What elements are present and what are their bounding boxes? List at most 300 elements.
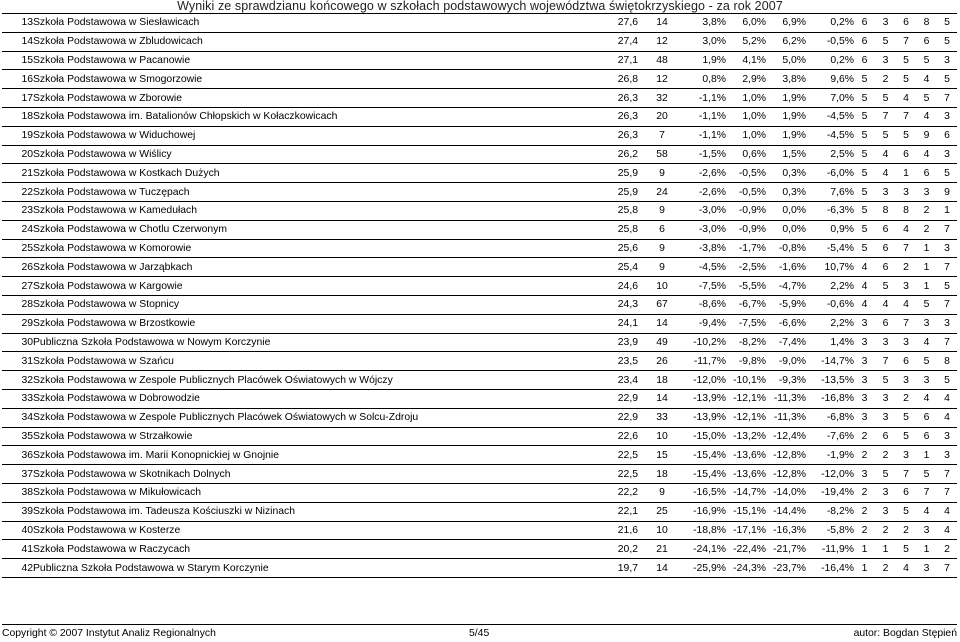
deviation-province-cell: 0,8% xyxy=(686,70,726,89)
table-row xyxy=(2,32,957,51)
stanine-5-cell: 3 xyxy=(937,446,957,465)
stanine-3-cell: 7 xyxy=(896,314,916,333)
deviation-county-cell: 1,0% xyxy=(726,89,766,108)
deviation-province-cell: -15,4% xyxy=(686,465,726,484)
stanine-5-cell: 5 xyxy=(937,14,957,32)
deviation-province-cell: -7,5% xyxy=(686,277,726,296)
stanine-2-cell: 5 xyxy=(875,89,896,108)
deviation-province-cell: -1,1% xyxy=(686,126,726,145)
stanine-1-cell: 5 xyxy=(854,201,875,220)
deviation-county-cell: -14,7% xyxy=(726,483,766,502)
stanine-5-cell: 5 xyxy=(937,371,957,390)
stanine-3-cell: 2 xyxy=(896,389,916,408)
deviation-province-cell: -3,8% xyxy=(686,239,726,258)
stanine-1-cell: 5 xyxy=(854,145,875,164)
change-from-previous-year-cell: -5,8% xyxy=(806,521,854,540)
row-number-cell: 15 xyxy=(2,51,33,70)
change-from-previous-year-cell: 0,2% xyxy=(806,14,854,32)
mean-score-cell: 27,6 xyxy=(600,14,638,32)
school-name-cell: Szkoła Podstawowa w Kostkach Dużych xyxy=(33,164,600,183)
deviation-province-cell: -24,1% xyxy=(686,540,726,559)
deviation-commune-cell: -4,7% xyxy=(766,277,806,296)
table-row xyxy=(2,277,957,296)
deviation-county-cell: -10,1% xyxy=(726,371,766,390)
row-number-cell: 21 xyxy=(2,164,33,183)
change-from-previous-year-cell: 0,2% xyxy=(806,51,854,70)
deviation-province-cell: -3,0% xyxy=(686,220,726,239)
table-row xyxy=(2,220,957,239)
deviation-province-cell: -8,6% xyxy=(686,295,726,314)
row-number-cell: 19 xyxy=(2,126,33,145)
stanine-2-cell: 3 xyxy=(875,51,896,70)
table-row xyxy=(2,295,957,314)
school-name-cell: Szkoła Podstawowa w Tuczępach xyxy=(33,183,600,202)
stanine-5-cell: 4 xyxy=(937,521,957,540)
deviation-county-cell: -0,9% xyxy=(726,220,766,239)
row-number-cell: 33 xyxy=(2,389,33,408)
stanine-1-cell: 5 xyxy=(854,220,875,239)
student-count-cell: 7 xyxy=(638,126,686,145)
stanine-1-cell: 2 xyxy=(854,502,875,521)
mean-score-cell: 26,3 xyxy=(600,107,638,126)
deviation-commune-cell: -11,3% xyxy=(766,389,806,408)
stanine-5-cell: 7 xyxy=(937,89,957,108)
school-name-cell: Szkoła Podstawowa w Wiślicy xyxy=(33,145,600,164)
table-row xyxy=(2,145,957,164)
stanine-4-cell: 1 xyxy=(916,540,937,559)
stanine-1-cell: 3 xyxy=(854,333,875,352)
stanine-5-cell: 3 xyxy=(937,51,957,70)
stanine-3-cell: 6 xyxy=(896,14,916,32)
stanine-2-cell: 3 xyxy=(875,502,896,521)
deviation-commune-cell: 1,9% xyxy=(766,89,806,108)
deviation-county-cell: -9,8% xyxy=(726,352,766,371)
mean-score-cell: 25,4 xyxy=(600,258,638,277)
mean-score-cell: 26,2 xyxy=(600,145,638,164)
change-from-previous-year-cell: 10,7% xyxy=(806,258,854,277)
deviation-province-cell: -15,4% xyxy=(686,446,726,465)
deviation-commune-cell: 1,5% xyxy=(766,145,806,164)
student-count-cell: 9 xyxy=(638,258,686,277)
change-from-previous-year-cell: 2,2% xyxy=(806,314,854,333)
change-from-previous-year-cell: -4,5% xyxy=(806,126,854,145)
student-count-cell: 58 xyxy=(638,145,686,164)
change-from-previous-year-cell: 1,4% xyxy=(806,333,854,352)
school-name-cell: Szkoła Podstawowa w Zbludowicach xyxy=(33,32,600,51)
stanine-1-cell: 2 xyxy=(854,521,875,540)
table-row xyxy=(2,352,957,371)
stanine-3-cell: 5 xyxy=(896,51,916,70)
mean-score-cell: 25,8 xyxy=(600,220,638,239)
change-from-previous-year-cell: -12,0% xyxy=(806,465,854,484)
student-count-cell: 18 xyxy=(638,465,686,484)
stanine-1-cell: 2 xyxy=(854,427,875,446)
stanine-3-cell: 7 xyxy=(896,107,916,126)
deviation-county-cell: -17,1% xyxy=(726,521,766,540)
stanine-5-cell: 3 xyxy=(937,107,957,126)
table-row xyxy=(2,521,957,540)
stanine-2-cell: 3 xyxy=(875,183,896,202)
deviation-province-cell: -15,0% xyxy=(686,427,726,446)
mean-score-cell: 26,3 xyxy=(600,89,638,108)
deviation-county-cell: 2,9% xyxy=(726,70,766,89)
row-number-cell: 27 xyxy=(2,277,33,296)
school-name-cell: Szkoła Podstawowa w Zespole Publicznych Placówek Oświatowych w Wójczy xyxy=(33,371,600,390)
table-row xyxy=(2,465,957,484)
school-name-cell: Publiczna Szkoła Podstawowa w Nowym Korczynie xyxy=(33,333,600,352)
stanine-3-cell: 5 xyxy=(896,408,916,427)
stanine-4-cell: 5 xyxy=(916,465,937,484)
student-count-cell: 14 xyxy=(638,559,686,578)
deviation-county-cell: -0,9% xyxy=(726,201,766,220)
stanine-2-cell: 5 xyxy=(875,126,896,145)
school-name-cell: Szkoła Podstawowa im. Tadeusza Kościuszki w Nizinach xyxy=(33,502,600,521)
school-name-cell: Szkoła Podstawowa w Mikułowicach xyxy=(33,483,600,502)
stanine-3-cell: 2 xyxy=(896,521,916,540)
table-row xyxy=(2,126,957,145)
deviation-province-cell: -1,5% xyxy=(686,145,726,164)
student-count-cell: 25 xyxy=(638,502,686,521)
row-number-cell: 31 xyxy=(2,352,33,371)
stanine-1-cell: 4 xyxy=(854,258,875,277)
stanine-3-cell: 7 xyxy=(896,32,916,51)
deviation-province-cell: -2,6% xyxy=(686,183,726,202)
change-from-previous-year-cell: -6,8% xyxy=(806,408,854,427)
student-count-cell: 10 xyxy=(638,521,686,540)
row-number-cell: 24 xyxy=(2,220,33,239)
stanine-2-cell: 8 xyxy=(875,201,896,220)
deviation-province-cell: -25,9% xyxy=(686,559,726,578)
change-from-previous-year-cell: -16,4% xyxy=(806,559,854,578)
mean-score-cell: 25,9 xyxy=(600,183,638,202)
stanine-5-cell: 7 xyxy=(937,465,957,484)
change-from-previous-year-cell: -8,2% xyxy=(806,502,854,521)
deviation-commune-cell: -14,0% xyxy=(766,483,806,502)
stanine-4-cell: 6 xyxy=(916,408,937,427)
deviation-commune-cell: 0,3% xyxy=(766,164,806,183)
stanine-3-cell: 6 xyxy=(896,352,916,371)
mean-score-cell: 22,9 xyxy=(600,408,638,427)
deviation-commune-cell: -1,6% xyxy=(766,258,806,277)
table-row xyxy=(2,446,957,465)
mean-score-cell: 27,4 xyxy=(600,32,638,51)
stanine-2-cell: 2 xyxy=(875,521,896,540)
school-name-cell: Szkoła Podstawowa w Zespole Publicznych Placówek Oświatowych w Solcu-Zdroju xyxy=(33,408,600,427)
stanine-1-cell: 5 xyxy=(854,126,875,145)
student-count-cell: 9 xyxy=(638,201,686,220)
stanine-1-cell: 3 xyxy=(854,352,875,371)
stanine-1-cell: 6 xyxy=(854,51,875,70)
school-name-cell: Szkoła Podstawowa w Smogorzowie xyxy=(33,70,600,89)
student-count-cell: 20 xyxy=(638,107,686,126)
stanine-1-cell: 4 xyxy=(854,295,875,314)
stanine-2-cell: 3 xyxy=(875,408,896,427)
school-name-cell: Szkoła Podstawowa w Chotlu Czerwonym xyxy=(33,220,600,239)
change-from-previous-year-cell: -0,6% xyxy=(806,295,854,314)
footer-divider xyxy=(2,624,957,625)
row-number-cell: 18 xyxy=(2,107,33,126)
stanine-5-cell: 3 xyxy=(937,314,957,333)
stanine-2-cell: 2 xyxy=(875,446,896,465)
stanine-1-cell: 1 xyxy=(854,540,875,559)
stanine-1-cell: 3 xyxy=(854,371,875,390)
change-from-previous-year-cell: -13,5% xyxy=(806,371,854,390)
school-name-cell: Publiczna Szkoła Podstawowa w Starym Korczynie xyxy=(33,559,600,578)
table-body xyxy=(2,14,957,577)
deviation-commune-cell: 1,9% xyxy=(766,107,806,126)
deviation-province-cell: -3,0% xyxy=(686,201,726,220)
mean-score-cell: 25,9 xyxy=(600,164,638,183)
stanine-5-cell: 7 xyxy=(937,333,957,352)
results-table xyxy=(2,14,957,578)
deviation-county-cell: -13,6% xyxy=(726,446,766,465)
deviation-county-cell: -15,1% xyxy=(726,502,766,521)
stanine-2-cell: 6 xyxy=(875,314,896,333)
deviation-county-cell: -5,5% xyxy=(726,277,766,296)
mean-score-cell: 25,8 xyxy=(600,201,638,220)
stanine-1-cell: 3 xyxy=(854,465,875,484)
stanine-2-cell: 3 xyxy=(875,333,896,352)
row-number-cell: 28 xyxy=(2,295,33,314)
mean-score-cell: 24,3 xyxy=(600,295,638,314)
student-count-cell: 21 xyxy=(638,540,686,559)
stanine-5-cell: 5 xyxy=(937,32,957,51)
stanine-4-cell: 7 xyxy=(916,483,937,502)
stanine-3-cell: 3 xyxy=(896,446,916,465)
table-row xyxy=(2,371,957,390)
table-row xyxy=(2,483,957,502)
stanine-5-cell: 4 xyxy=(937,408,957,427)
stanine-2-cell: 6 xyxy=(875,258,896,277)
stanine-1-cell: 5 xyxy=(854,107,875,126)
stanine-1-cell: 2 xyxy=(854,483,875,502)
row-number-cell: 16 xyxy=(2,70,33,89)
table-row xyxy=(2,314,957,333)
stanine-1-cell: 5 xyxy=(854,164,875,183)
stanine-3-cell: 5 xyxy=(896,502,916,521)
stanine-4-cell: 4 xyxy=(916,145,937,164)
row-number-cell: 14 xyxy=(2,32,33,51)
stanine-3-cell: 5 xyxy=(896,540,916,559)
stanine-5-cell: 4 xyxy=(937,502,957,521)
deviation-province-cell: 3,0% xyxy=(686,32,726,51)
stanine-4-cell: 3 xyxy=(916,314,937,333)
stanine-3-cell: 5 xyxy=(896,126,916,145)
deviation-county-cell: -24,3% xyxy=(726,559,766,578)
deviation-commune-cell: 6,2% xyxy=(766,32,806,51)
student-count-cell: 24 xyxy=(638,183,686,202)
student-count-cell: 14 xyxy=(638,389,686,408)
change-from-previous-year-cell: 9,6% xyxy=(806,70,854,89)
table-row xyxy=(2,408,957,427)
stanine-4-cell: 3 xyxy=(916,371,937,390)
stanine-3-cell: 7 xyxy=(896,239,916,258)
stanine-3-cell: 6 xyxy=(896,483,916,502)
row-number-cell: 42 xyxy=(2,559,33,578)
change-from-previous-year-cell: -11,9% xyxy=(806,540,854,559)
deviation-commune-cell: -5,9% xyxy=(766,295,806,314)
deviation-commune-cell: -16,3% xyxy=(766,521,806,540)
table-row xyxy=(2,239,957,258)
school-name-cell: Szkoła Podstawowa w Kamedułach xyxy=(33,201,600,220)
stanine-4-cell: 4 xyxy=(916,107,937,126)
mean-score-cell: 27,1 xyxy=(600,51,638,70)
stanine-2-cell: 7 xyxy=(875,107,896,126)
change-from-previous-year-cell: -6,0% xyxy=(806,164,854,183)
school-name-cell: Szkoła Podstawowa im. Marii Konopnickiej w Gnojnie xyxy=(33,446,600,465)
deviation-commune-cell: 5,0% xyxy=(766,51,806,70)
stanine-3-cell: 3 xyxy=(896,371,916,390)
change-from-previous-year-cell: -19,4% xyxy=(806,483,854,502)
row-number-cell: 36 xyxy=(2,446,33,465)
stanine-3-cell: 3 xyxy=(896,183,916,202)
mean-score-cell: 23,5 xyxy=(600,352,638,371)
deviation-county-cell: -12,1% xyxy=(726,389,766,408)
stanine-2-cell: 4 xyxy=(875,145,896,164)
author-text: autor: Bogdan Stępień xyxy=(853,628,957,639)
row-number-cell: 29 xyxy=(2,314,33,333)
deviation-county-cell: -12,1% xyxy=(726,408,766,427)
stanine-1-cell: 6 xyxy=(854,14,875,32)
deviation-county-cell: 0,6% xyxy=(726,145,766,164)
stanine-3-cell: 1 xyxy=(896,164,916,183)
deviation-commune-cell: 1,9% xyxy=(766,126,806,145)
stanine-3-cell: 6 xyxy=(896,145,916,164)
stanine-4-cell: 4 xyxy=(916,70,937,89)
school-name-cell: Szkoła Podstawowa w Widuchowej xyxy=(33,126,600,145)
deviation-province-cell: -2,6% xyxy=(686,164,726,183)
stanine-3-cell: 3 xyxy=(896,333,916,352)
stanine-5-cell: 3 xyxy=(937,145,957,164)
deviation-county-cell: -7,5% xyxy=(726,314,766,333)
row-number-cell: 30 xyxy=(2,333,33,352)
stanine-4-cell: 1 xyxy=(916,446,937,465)
student-count-cell: 10 xyxy=(638,277,686,296)
school-name-cell: Szkoła Podstawowa w Dobrowodzie xyxy=(33,389,600,408)
row-number-cell: 13 xyxy=(2,14,33,32)
change-from-previous-year-cell: -1,9% xyxy=(806,446,854,465)
deviation-commune-cell: -21,7% xyxy=(766,540,806,559)
stanine-5-cell: 6 xyxy=(937,126,957,145)
school-name-cell: Szkoła Podstawowa w Skotnikach Dolnych xyxy=(33,465,600,484)
deviation-province-cell: 3,8% xyxy=(686,14,726,32)
table-row xyxy=(2,164,957,183)
deviation-county-cell: -13,2% xyxy=(726,427,766,446)
deviation-province-cell: -18,8% xyxy=(686,521,726,540)
school-name-cell: Szkoła Podstawowa w Kargowie xyxy=(33,277,600,296)
stanine-2-cell: 2 xyxy=(875,70,896,89)
stanine-4-cell: 8 xyxy=(916,14,937,32)
table-row xyxy=(2,559,957,578)
row-number-cell: 39 xyxy=(2,502,33,521)
deviation-commune-cell: -12,4% xyxy=(766,427,806,446)
stanine-4-cell: 1 xyxy=(916,258,937,277)
deviation-county-cell: -1,7% xyxy=(726,239,766,258)
stanine-4-cell: 2 xyxy=(916,201,937,220)
stanine-4-cell: 4 xyxy=(916,502,937,521)
stanine-4-cell: 9 xyxy=(916,126,937,145)
deviation-commune-cell: -9,3% xyxy=(766,371,806,390)
school-name-cell: Szkoła Podstawowa w Siesławicach xyxy=(33,14,600,32)
change-from-previous-year-cell: 2,2% xyxy=(806,277,854,296)
deviation-county-cell: 1,0% xyxy=(726,107,766,126)
student-count-cell: 14 xyxy=(638,14,686,32)
stanine-5-cell: 1 xyxy=(937,201,957,220)
stanine-5-cell: 4 xyxy=(937,389,957,408)
mean-score-cell: 25,6 xyxy=(600,239,638,258)
school-name-cell: Szkoła Podstawowa w Raczycach xyxy=(33,540,600,559)
table-row xyxy=(2,70,957,89)
deviation-county-cell: -0,5% xyxy=(726,164,766,183)
mean-score-cell: 24,6 xyxy=(600,277,638,296)
student-count-cell: 12 xyxy=(638,32,686,51)
mean-score-cell: 23,4 xyxy=(600,371,638,390)
change-from-previous-year-cell: -0,5% xyxy=(806,32,854,51)
deviation-commune-cell: -23,7% xyxy=(766,559,806,578)
change-from-previous-year-cell: 2,5% xyxy=(806,145,854,164)
page-number: 5/45 xyxy=(469,628,490,639)
stanine-5-cell: 7 xyxy=(937,559,957,578)
stanine-5-cell: 7 xyxy=(937,220,957,239)
deviation-commune-cell: 0,3% xyxy=(766,183,806,202)
stanine-1-cell: 5 xyxy=(854,239,875,258)
deviation-county-cell: -0,5% xyxy=(726,183,766,202)
row-number-cell: 37 xyxy=(2,465,33,484)
deviation-commune-cell: -14,4% xyxy=(766,502,806,521)
deviation-commune-cell: -12,8% xyxy=(766,465,806,484)
deviation-county-cell: -2,5% xyxy=(726,258,766,277)
deviation-county-cell: -8,2% xyxy=(726,333,766,352)
change-from-previous-year-cell: -16,8% xyxy=(806,389,854,408)
stanine-1-cell: 3 xyxy=(854,314,875,333)
row-number-cell: 26 xyxy=(2,258,33,277)
stanine-2-cell: 3 xyxy=(875,483,896,502)
stanine-3-cell: 4 xyxy=(896,220,916,239)
change-from-previous-year-cell: -4,5% xyxy=(806,107,854,126)
student-count-cell: 67 xyxy=(638,295,686,314)
stanine-2-cell: 5 xyxy=(875,277,896,296)
deviation-commune-cell: -0,8% xyxy=(766,239,806,258)
stanine-1-cell: 6 xyxy=(854,32,875,51)
stanine-2-cell: 3 xyxy=(875,389,896,408)
stanine-3-cell: 4 xyxy=(896,89,916,108)
row-number-cell: 34 xyxy=(2,408,33,427)
stanine-4-cell: 3 xyxy=(916,183,937,202)
deviation-commune-cell: -9,0% xyxy=(766,352,806,371)
stanine-5-cell: 5 xyxy=(937,70,957,89)
table-row xyxy=(2,258,957,277)
stanine-4-cell: 1 xyxy=(916,239,937,258)
row-number-cell: 40 xyxy=(2,521,33,540)
row-number-cell: 25 xyxy=(2,239,33,258)
stanine-5-cell: 3 xyxy=(937,239,957,258)
change-from-previous-year-cell: -6,3% xyxy=(806,201,854,220)
stanine-4-cell: 6 xyxy=(916,32,937,51)
deviation-county-cell: 4,1% xyxy=(726,51,766,70)
row-number-cell: 23 xyxy=(2,201,33,220)
stanine-3-cell: 7 xyxy=(896,465,916,484)
stanine-5-cell: 9 xyxy=(937,183,957,202)
deviation-county-cell: -13,6% xyxy=(726,465,766,484)
row-number-cell: 32 xyxy=(2,371,33,390)
stanine-4-cell: 5 xyxy=(916,89,937,108)
page-title: Wyniki ze sprawdzianu końcowego w szkołach podstawowych województwa świętokrzyskiego - za rok 2007 xyxy=(177,0,783,13)
mean-score-cell: 22,2 xyxy=(600,483,638,502)
stanine-1-cell: 5 xyxy=(854,89,875,108)
stanine-2-cell: 4 xyxy=(875,164,896,183)
deviation-province-cell: -12,0% xyxy=(686,371,726,390)
deviation-province-cell: -13,9% xyxy=(686,389,726,408)
